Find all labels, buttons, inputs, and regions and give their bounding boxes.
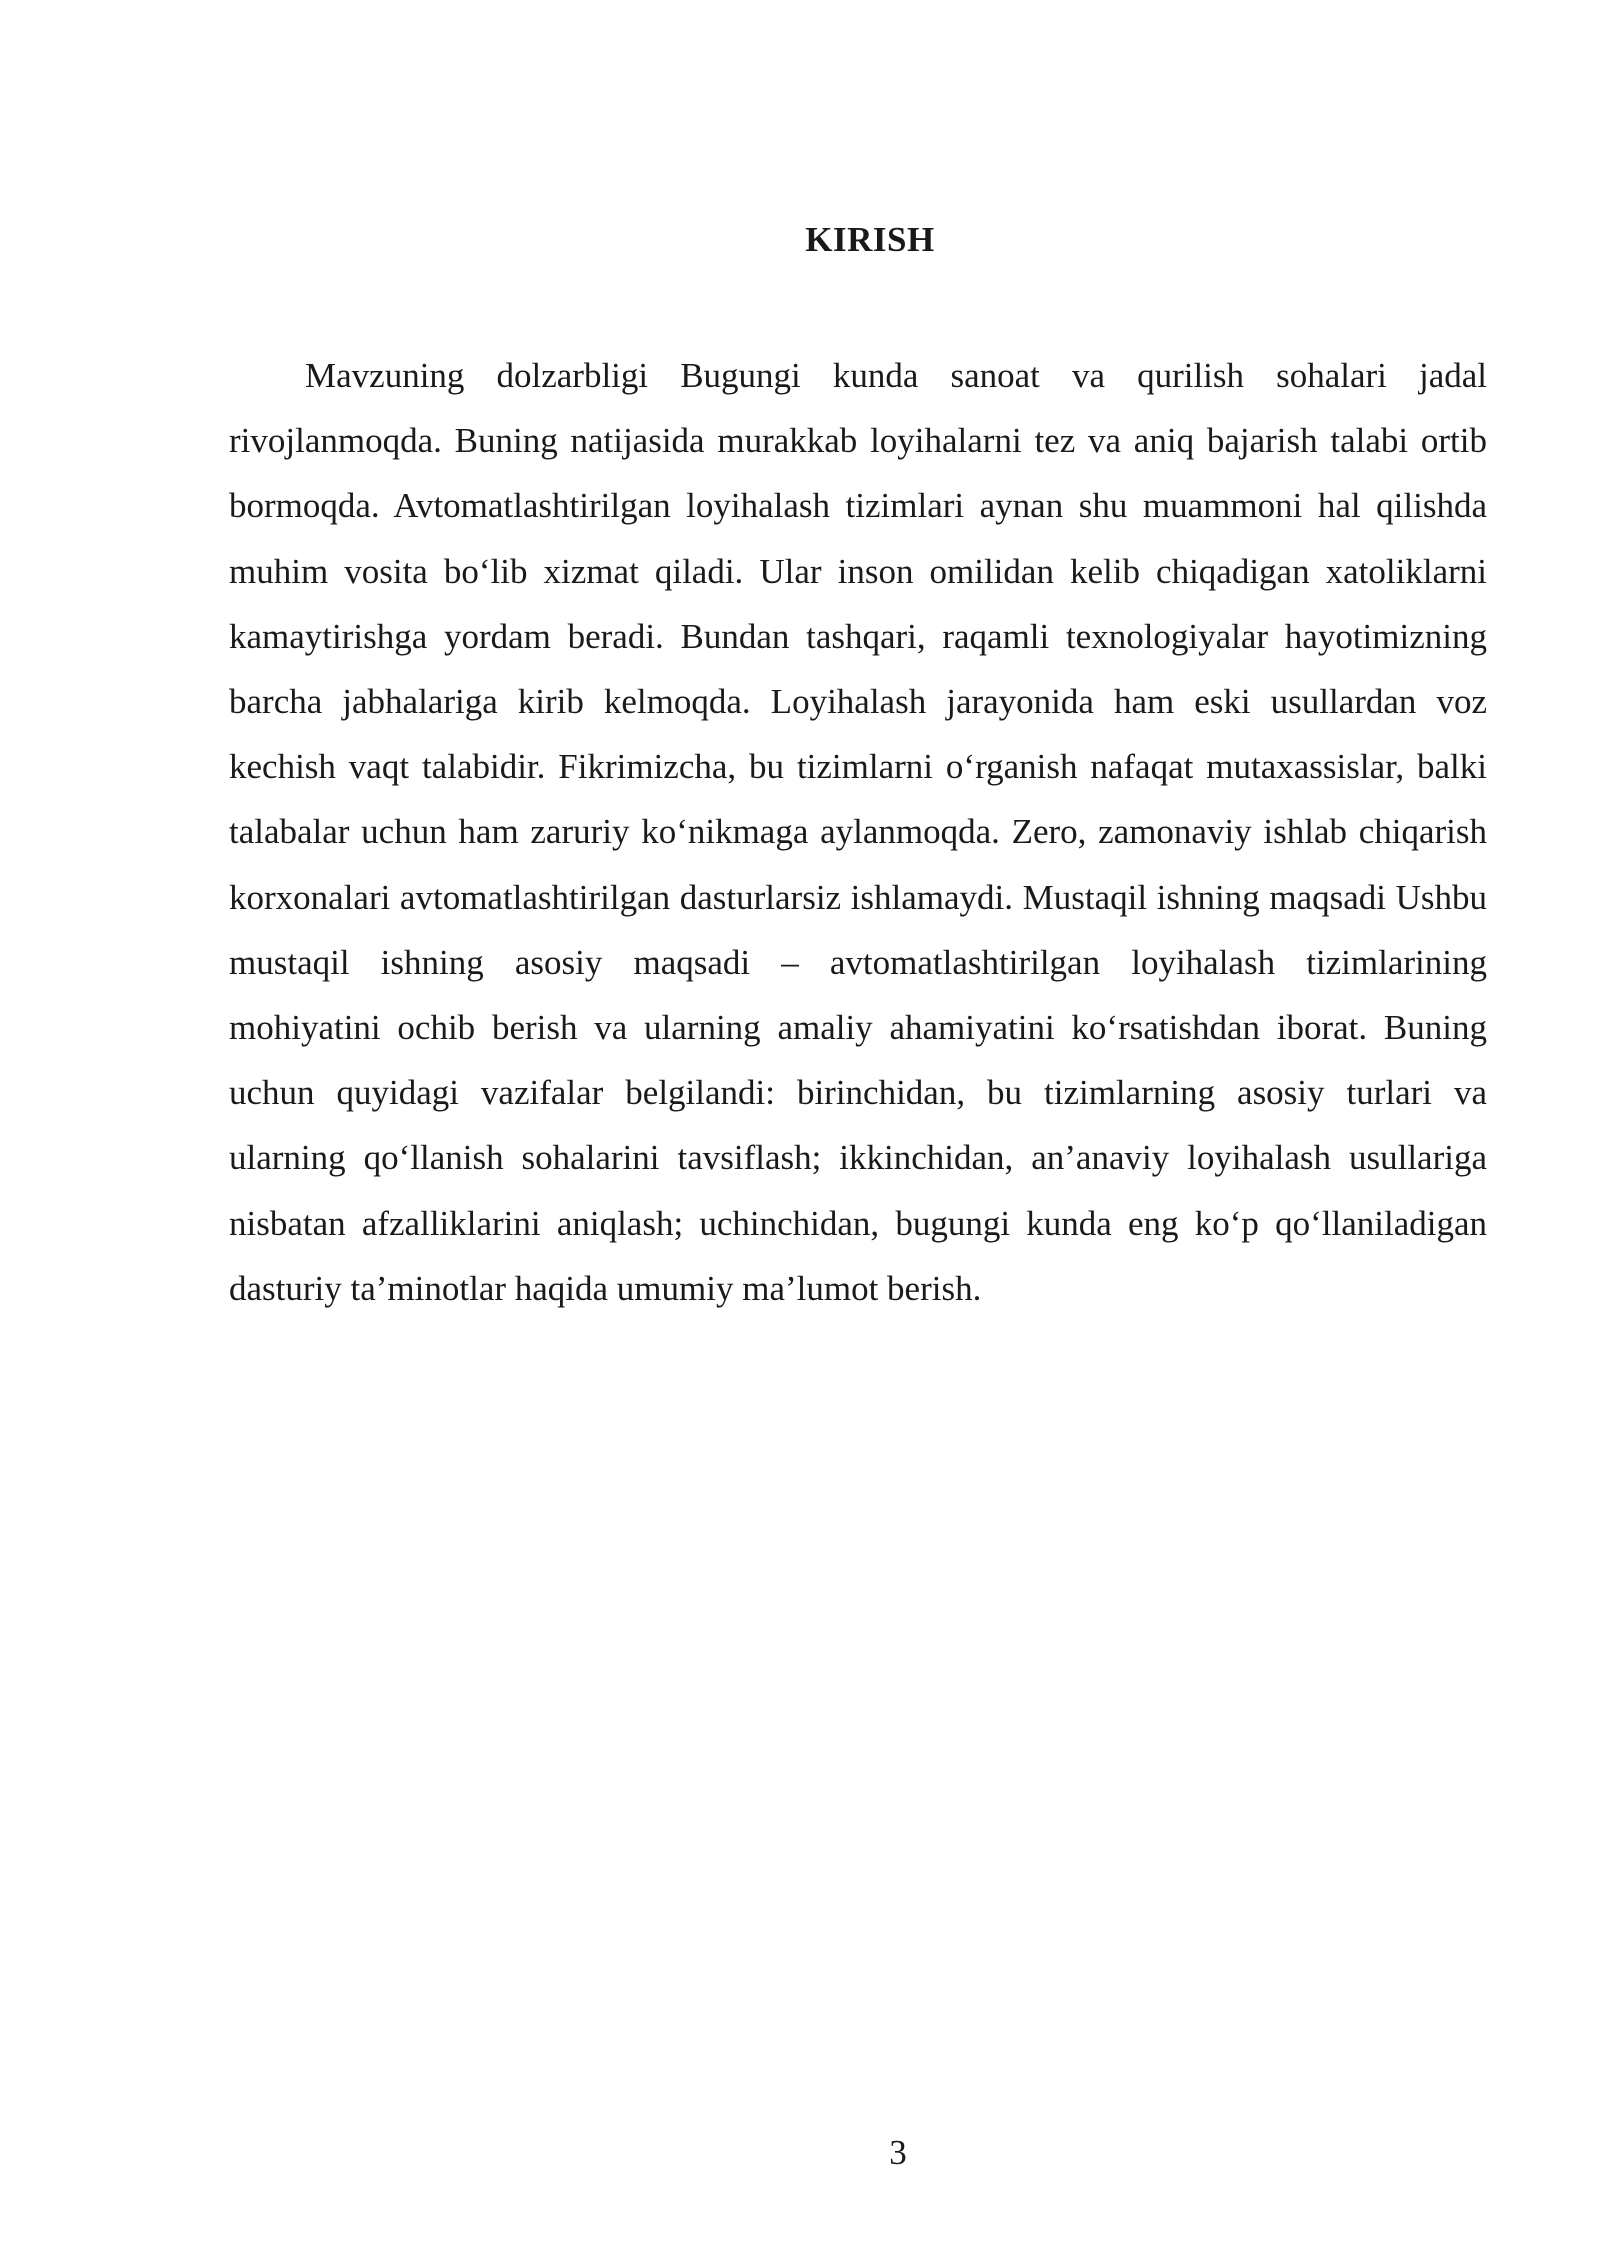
- section-title: KIRISH: [805, 220, 935, 259]
- body-paragraph: Mavzuning dolzarbligi Bugungi kunda sanoat va qurilish sohalari jadal rivojlanmoqda. Buning natijasida murakkab loyihalarni tez va aniq bajarish talabi ortib bormoqda. Avtomatlashtirilgan loyihalash tizimlari aynan shu muammoni hal qilishda muhim vosita bo‘lib xizmat qiladi. Ular inson omilidan kelib chiqadigan xatoliklarni kamaytirishga yordam beradi. Bundan tashqari, raqamli texnologiyalar hayotimizning barcha jabhalariga kirib kelmoqda. Loyihalash jarayonida ham eski usullardan voz kechish vaqt talabidir. Fikrimizcha, bu tizimlarni o‘rganish nafaqat mutaxassislar, balki talabalar uchun ham zaruriy ko‘nikmaga aylanmoqda. Zero, zamonaviy ishlab chiqarish korxonalari avtomatlashtirilgan dasturlarsiz ishlamaydi. Mustaqil ishning maqsadi Ushbu mustaqil ishning asosiy maqsadi – avtomatlashtirilgan loyihalash tizimlarining mohiyatini ochib berish va ularning amaliy ahamiyatini ko‘rsatishdan iborat. Buning uchun quyidagi vazifalar belgilandi: birinchidan, bu tizimlarning asosiy turlari va ularning qo‘llanish sohalarini tavsiflash; ikkinchidan, an’anaviy loyihalash usullariga nisbatan afzalliklarini aniqlash; uchinchidan, bugungi kunda eng ko‘p qo‘llaniladigan dasturiy ta’minotlar haqida umumiy ma’lumot berish.: [229, 356, 1487, 1308]
- page-number: 3: [889, 2133, 907, 2172]
